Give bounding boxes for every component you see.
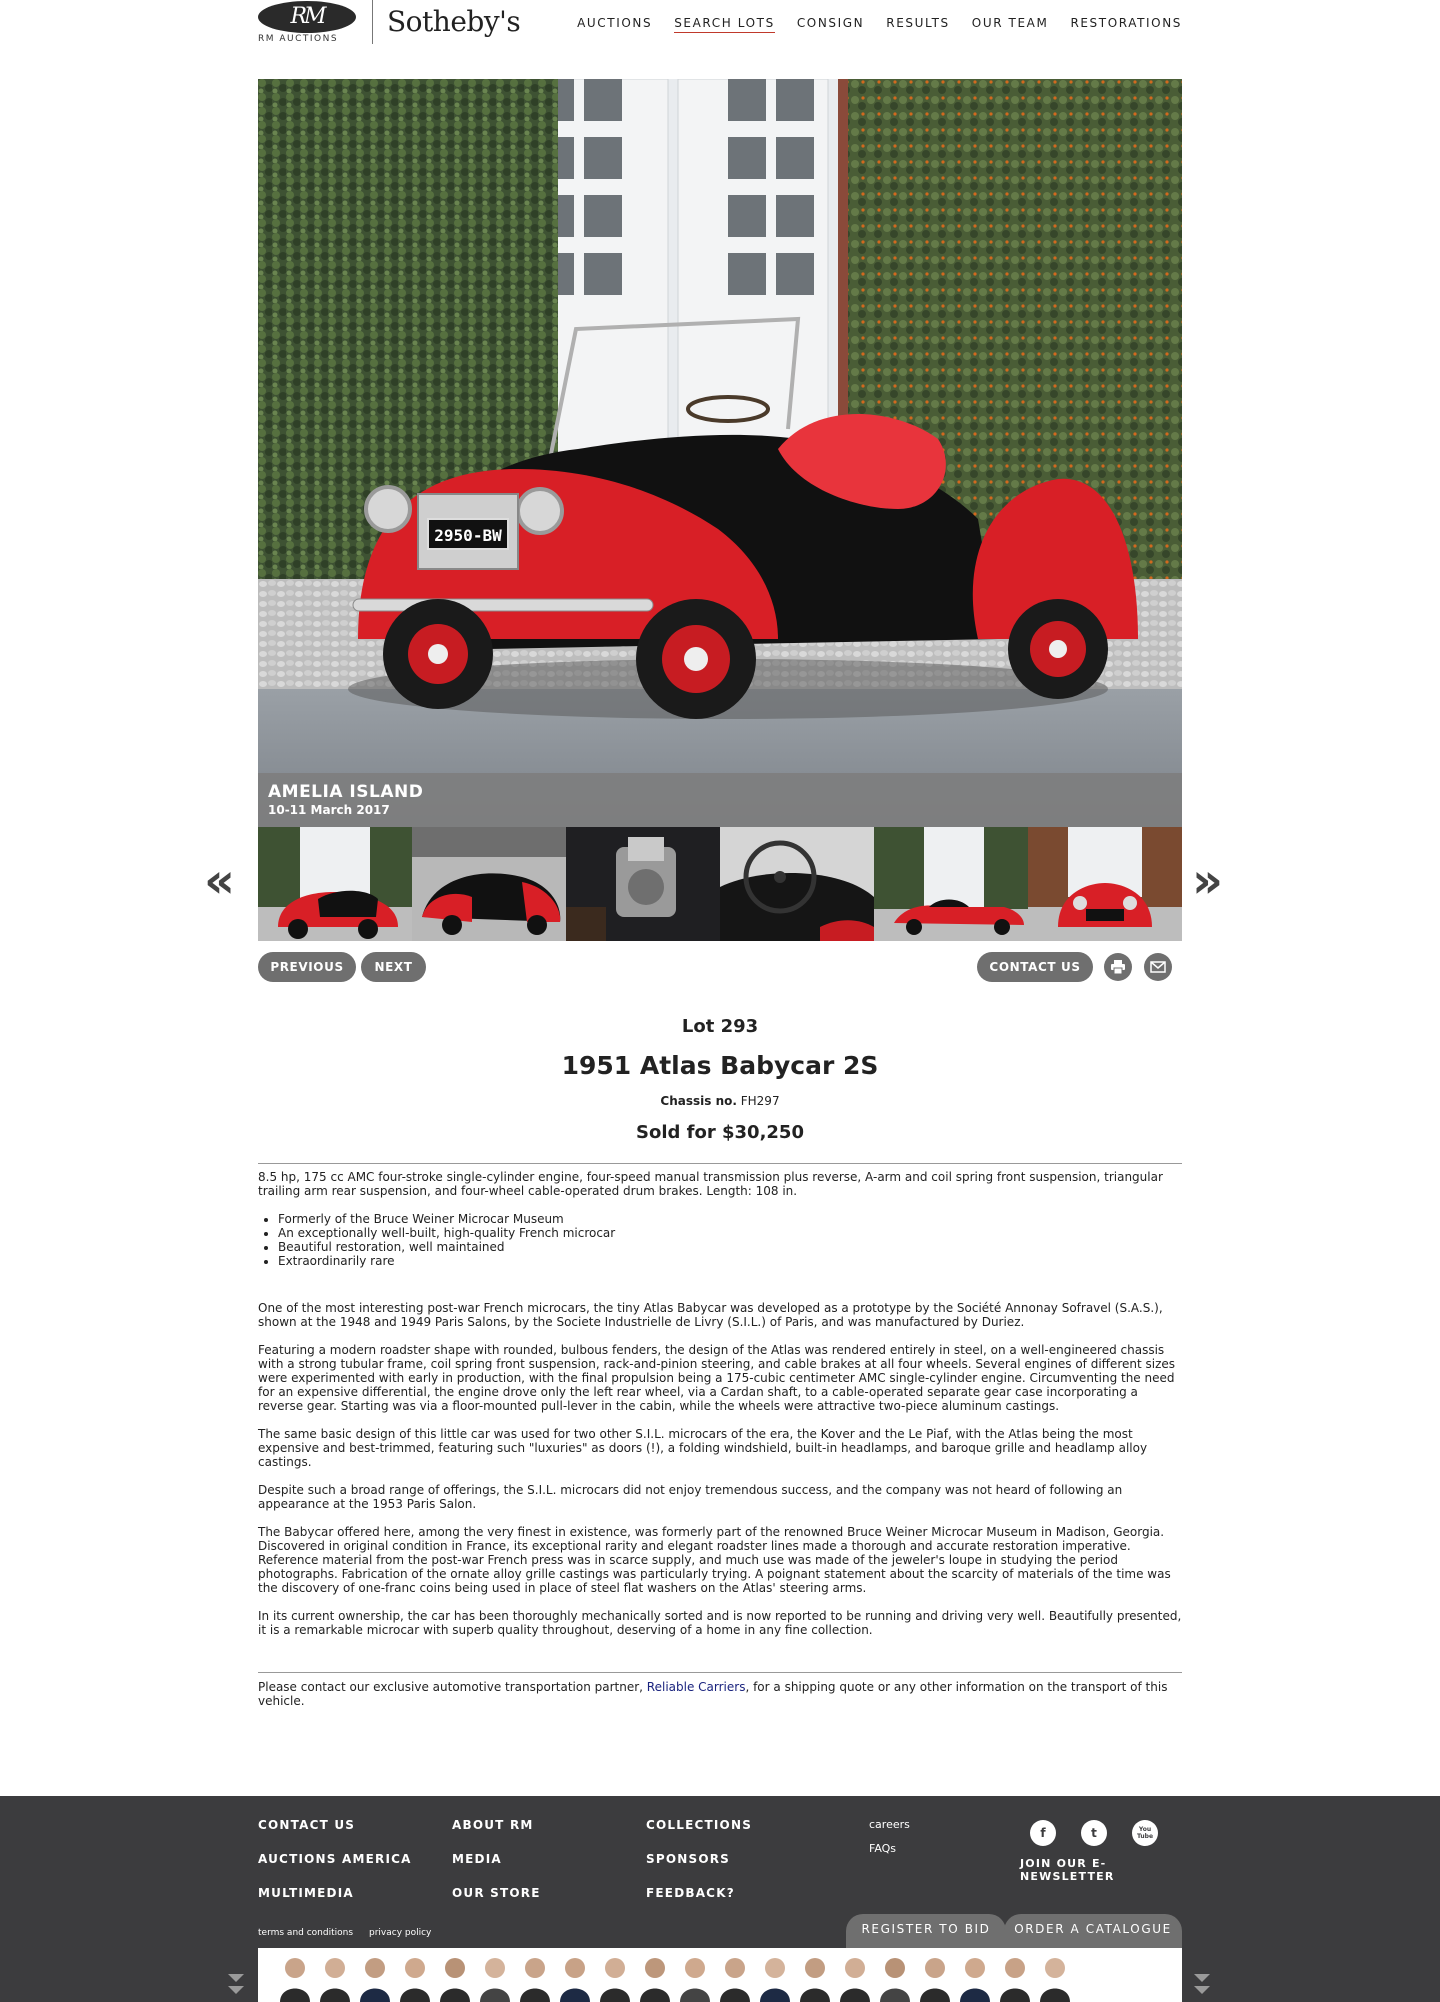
car-photo (258, 79, 1182, 827)
footer-multimedia[interactable]: MULTIMEDIA (258, 1886, 354, 1900)
divider (258, 1163, 1182, 1164)
team-photos (258, 1948, 1182, 2002)
lot-description (258, 1170, 1182, 1637)
double-chevron-right-icon: » (1192, 853, 1224, 909)
nav-auctions[interactable]: AUCTIONS (577, 16, 653, 30)
sold-price: Sold for $30,250 (636, 1122, 804, 1143)
order-catalogue-button[interactable]: ORDER A CATALOGUE (1004, 1914, 1182, 1948)
sothebys-logo-text: Sotheby's (387, 5, 521, 38)
thumbnail-5[interactable] (874, 827, 1028, 941)
lot-title: 1951 Atlas Babycar 2S (561, 1051, 879, 1080)
main-nav (555, 16, 1182, 33)
shipping-text-after: , for a shipping quote or any other information on the transport of this vehicle. (258, 1680, 1168, 1708)
description-paragraph: The same basic design of this little car was used for two other S.I.L. microcars of the era, the Kover and the Le Piaf, with the Atlas being the most expensive and best-trimmed, featuring such "luxuries" as doors (!), a folding windshield, built-in headlamps, and baroque grille and headlamp alloy castings. (258, 1427, 1148, 1469)
rm-logo-subtitle: RM AUCTIONS (258, 34, 339, 44)
thumbnail-1[interactable] (258, 827, 412, 941)
description-paragraph: The Babycar offered here, among the very finest in existence, was formerly part of the renowned Bruce Weiner Microcar Museum in Madison, Georgia. Discovered in original condition in France, its exceptional rarity and elegant roadster lines made a thorough and accurate restoration imperative. Reference material from the post-war French press was in scarce supply, and much use was made of the jeweler's loupe in studying the period photographs. Fabrication of the ornate alloy grille castings was particularly trying. A poignant statement about the scarcity of materials of the time was the discovery of one-franc coins being used in place of steel flat washers on the Atlas' steering arms. (258, 1525, 1171, 1595)
thumbnail-image (566, 827, 720, 941)
shipping-note (258, 1680, 1182, 1708)
thumbnail-3[interactable] (566, 827, 720, 941)
newsletter-line-1: JOIN OUR E- (1020, 1857, 1107, 1870)
license-plate: 2950-BW (434, 526, 502, 545)
footer-auctions-america[interactable]: AUCTIONS AMERICA (258, 1852, 412, 1866)
nav-search-lots[interactable]: SEARCH LOTS (674, 16, 775, 33)
auction-caption (258, 773, 1182, 827)
thumbnail-image (720, 827, 874, 941)
chassis-number (258, 1094, 1182, 1108)
envelope-icon (1150, 959, 1166, 975)
description-paragraph: In its current ownership, the car has been thoroughly mechanically sorted and is now reported to be running and driving very well. Beautifully presented, it is a remarkable microcar with superb quality throughout, deserving of a home in any fine collection. (258, 1609, 1182, 1637)
newsletter-signup[interactable] (1020, 1857, 1115, 1883)
nav-consign[interactable]: CONSIGN (796, 16, 865, 30)
previous-lot-button[interactable]: PREVIOUS (258, 952, 356, 982)
email-button[interactable] (1144, 953, 1172, 981)
chassis-label: Chassis no. (660, 1094, 737, 1108)
list-item: • Extraordinarily rare (278, 1254, 1182, 1268)
auction-location: AMELIA ISLAND (268, 782, 424, 802)
footer-contact-us[interactable]: CONTACT US (258, 1818, 356, 1832)
thumbnail-strip (258, 827, 1182, 941)
gallery-next-arrow[interactable] (1192, 853, 1224, 909)
nav-results[interactable]: RESULTS (886, 16, 950, 30)
reliable-carriers-link[interactable]: Reliable Carriers (646, 1680, 746, 1694)
terms-link[interactable]: terms and conditions (258, 1928, 354, 1938)
logo-divider (372, 0, 373, 44)
list-item: • Formerly of the Bruce Weiner Microcar Museum (278, 1212, 1182, 1226)
thumbnail-image (412, 827, 566, 941)
nav-restorations[interactable]: RESTORATIONS (1070, 16, 1182, 30)
double-chevron-left-icon: « (204, 853, 236, 909)
shipping-text-before: Please contact our exclusive automotive transportation partner, (258, 1680, 647, 1694)
description-paragraph: One of the most interesting post-war French microcars, the tiny Atlas Babycar was developed as a prototype by the Société Annonay Sofravel (S.A.S.), shown at the 1948 and 1949 Paris Salons, by the Societe Industrielle de Livry (S.I.L.) of Paris, and was manufactured by Duriez. (258, 1301, 1163, 1329)
next-lot-button[interactable]: NEXT (361, 952, 426, 982)
footer-our-store[interactable]: OUR STORE (452, 1886, 541, 1900)
rm-logo (258, 0, 358, 44)
list-item: • An exceptionally well-built, high-quality French microcar (278, 1226, 1182, 1240)
lot-action-bar (258, 952, 1182, 982)
youtube-link[interactable] (1132, 1820, 1158, 1846)
team-photo-strip (258, 1948, 1182, 2002)
hero-image[interactable] (258, 79, 1182, 827)
site-logo[interactable] (258, 0, 520, 46)
footer-collections[interactable]: COLLECTIONS (646, 1818, 753, 1832)
printer-icon (1110, 959, 1126, 975)
site-header (258, 0, 1182, 50)
lot-number: Lot 293 (681, 1016, 759, 1037)
lot-specs: 8.5 hp, 175 cc AMC four-stroke single-cylinder engine, four-speed manual transmission plus reverse, A-arm and coil spring front suspension, triangular trailing arm rear suspension, and four-wheel cable-operated drum brakes. Length: 108 in. (258, 1170, 1163, 1198)
rm-logo-mark: RM (258, 1, 356, 33)
nav-our-team[interactable]: OUR TEAM (971, 16, 1049, 30)
scroll-down-left-icon[interactable] (226, 1972, 246, 1998)
footer-careers[interactable]: careers (869, 1818, 910, 1831)
thumbnail-6[interactable] (1028, 827, 1182, 941)
twitter-link[interactable] (1081, 1820, 1107, 1846)
contact-us-button[interactable]: CONTACT US (977, 952, 1093, 982)
thumbnail-image (258, 827, 412, 941)
description-paragraph: Despite such a broad range of offerings, the S.I.L. microcars did not enjoy tremendous success, and the company was not heard of following an appearance at the 1953 Paris Salon. (258, 1483, 1123, 1511)
lot-header (258, 1016, 1182, 1143)
footer-faqs[interactable]: FAQs (869, 1842, 897, 1855)
thumbnail-image (1028, 827, 1182, 941)
youtube-icon: You Tube (1136, 1826, 1154, 1840)
lot-highlights (278, 1212, 1182, 1268)
divider (258, 1672, 1182, 1673)
footer-media[interactable]: MEDIA (452, 1852, 502, 1866)
twitter-icon: t (1091, 1826, 1097, 1840)
scroll-down-right-icon[interactable] (1192, 1972, 1212, 1998)
chassis-value: FH297 (740, 1094, 780, 1108)
footer-about-rm[interactable]: ABOUT RM (452, 1818, 534, 1832)
print-button[interactable] (1104, 953, 1132, 981)
footer-feedback[interactable]: FEEDBACK? (646, 1886, 735, 1900)
register-to-bid-button[interactable]: REGISTER TO BID (846, 1914, 1006, 1948)
thumbnail-4[interactable] (720, 827, 874, 941)
thumbnail-image (874, 827, 1028, 941)
auction-date: 10-11 March 2017 (268, 803, 390, 817)
privacy-link[interactable]: privacy policy (369, 1928, 432, 1938)
facebook-link[interactable] (1030, 1820, 1056, 1846)
gallery-prev-arrow[interactable] (204, 853, 236, 909)
facebook-icon: f (1040, 1826, 1046, 1840)
thumbnail-2[interactable] (412, 827, 566, 941)
footer-sponsors[interactable]: SPONSORS (646, 1852, 731, 1866)
list-item: • Beautiful restoration, well maintained (278, 1240, 1182, 1254)
description-paragraph: Featuring a modern roadster shape with rounded, bulbous fenders, the design of the Atlas was rendered entirely in steel, on a well-engineered chassis with a strong tubular frame, coil spring front suspension, rack-and-pinion steering, and cable brakes at all four wheels. Several engines of different sizes were experimented with early in production, with the final propulsion being a 175-cubic centimeter AMC single-cylinder engine. Circumventing the need for an expensive differential, the engine drove only the left rear wheel, via a Cardan shaft, to a cable-operated separate gear case incorporating a reverse gear. Starting was via a floor-mounted pull-lever in the cabin, while the wheels were attractive two-piece aluminum castings. (258, 1343, 1176, 1413)
newsletter-line-2: NEWSLETTER (1020, 1870, 1115, 1883)
